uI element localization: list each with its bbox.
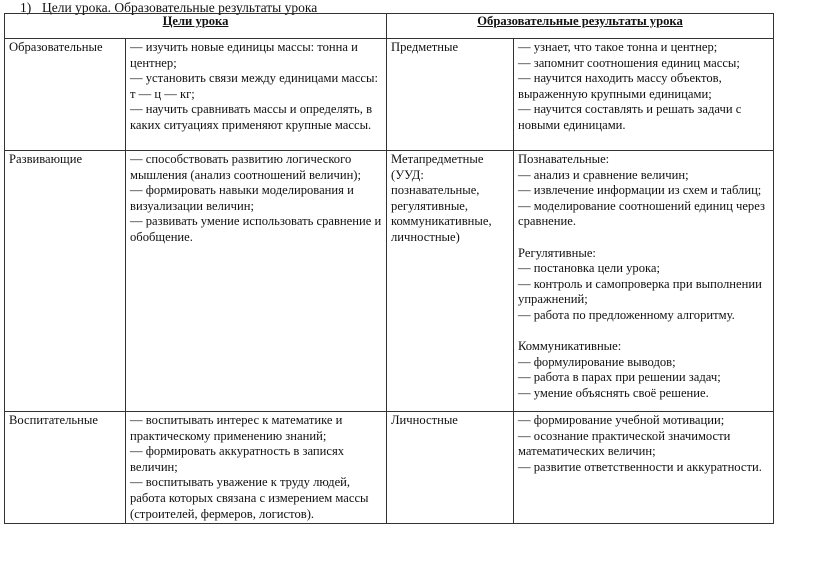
spacer	[518, 324, 769, 340]
goal-category-cell: Образовательные	[5, 39, 126, 151]
spacer	[518, 230, 769, 246]
result-item: — моделирование соотношений единиц через сравнение.	[518, 198, 765, 229]
result-item: — формирование учебной мотивации;	[518, 413, 725, 427]
goal-item: — воспитывать интерес к математике и практическому применению знаний;	[130, 413, 343, 443]
result-item: — умение объяснять своё решение.	[518, 385, 709, 400]
result-item: — извлечение информации из схем и таблиц;	[518, 183, 762, 198]
table-row	[5, 39, 774, 151]
table-row	[5, 151, 774, 412]
result-item: — развитие ответственности и аккуратности.	[518, 459, 762, 474]
lesson-goals-table	[4, 13, 774, 524]
result-item: — анализ и сравнение величин;	[518, 167, 689, 182]
result-item: — формулирование выводов;	[518, 354, 676, 369]
result-group-label: Коммуникативные:	[518, 339, 622, 354]
goal-item: — способствовать развитию логического мышления (анализ соотношений величин);	[130, 152, 361, 182]
result-item: — научится находить массу объектов, выраженную крупными единицами;	[518, 71, 722, 101]
result-item: — работа в парах при решении задач;	[518, 370, 721, 385]
goal-item: — развивать умение использовать сравнение и обобщение.	[130, 214, 382, 244]
goals-cell	[126, 412, 387, 524]
results-cell	[514, 39, 774, 151]
goal-category-cell: Воспитательные	[5, 412, 126, 524]
results-cell	[514, 412, 774, 524]
result-item: — осознание практической значимости математических величин;	[518, 428, 731, 459]
result-category-cell: Личностные	[387, 412, 514, 524]
result-item: — работа по предложенному алгоритму.	[518, 307, 735, 322]
result-item: — запомнит соотношения единиц массы;	[518, 55, 740, 70]
result-item: — узнает, что такое тонна и центнер;	[518, 40, 718, 54]
goals-cell	[126, 151, 387, 412]
result-category-cell: Предметные	[387, 39, 514, 151]
goal-item: — научить сравнивать массы и определять, в каких ситуациях применяют крупные массы.	[130, 102, 373, 132]
goal-item: — установить связи между единицами массы: т — ц — кг;	[130, 71, 378, 101]
header-results: Образовательные результаты урока	[387, 14, 774, 39]
header-goals: Цели урока	[5, 14, 387, 39]
result-group-label: Регулятивные:	[518, 245, 596, 260]
result-item: — контроль и самопроверка при выполнении упражнений;	[518, 276, 762, 307]
table-header-row	[5, 14, 774, 39]
result-item: — постановка цели урока;	[518, 261, 661, 276]
heading-text: Цели урока. Образовательные результаты урока	[42, 0, 318, 15]
table-row	[5, 412, 774, 524]
goal-category-cell: Развивающие	[5, 151, 126, 412]
goal-item: — формировать навыки моделирования и визуализации величин;	[130, 183, 354, 213]
heading-number: 1)	[20, 0, 32, 15]
goal-item: — формировать аккуратность в записях величин;	[130, 444, 345, 474]
goals-cell	[126, 39, 387, 151]
goal-item: — воспитывать уважение к труду людей, работа которых связана с измерением массы (строителей, фермеров, логистов).	[130, 475, 369, 521]
goal-item: — изучить новые единицы массы: тонна и центнер;	[130, 40, 358, 70]
result-group-label: Познавательные:	[518, 152, 610, 166]
result-category-cell: Метапредметные (УУД: познавательные, регулятивные, коммуникативные, личностные)	[387, 151, 514, 412]
result-item: — научится составлять и решать задачи с новыми единицами.	[518, 102, 742, 132]
results-cell	[514, 151, 774, 412]
